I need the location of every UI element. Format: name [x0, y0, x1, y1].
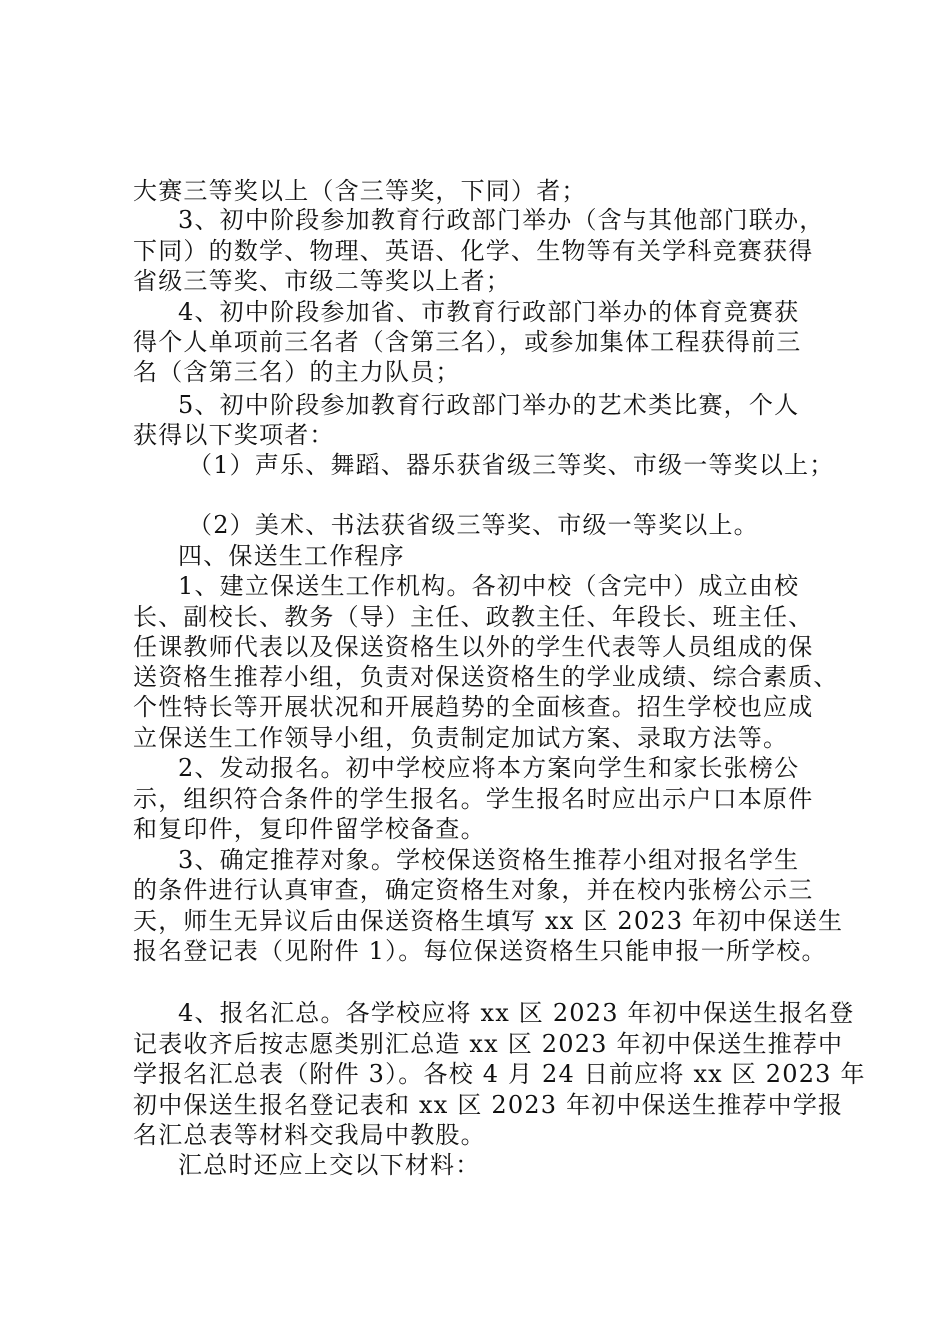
text-line: 送资格生推荐小组，负责对保送资格生的学业成绩、综合素质、 — [133, 663, 839, 691]
text-line: 初中保送生报名登记表和 xx 区 2023 年初中保送生推荐中学报 — [133, 1091, 844, 1119]
text-line: 长、副校长、教务（导）主任、政教主任、年段长、班主任、 — [133, 603, 814, 631]
section-heading: 四、保送生工作程序 — [178, 542, 405, 570]
text-line: 5、初中阶段参加教育行政部门举办的艺术类比赛，个人 — [178, 391, 800, 419]
text-line: 天，师生无异议后由保送资格生填写 xx 区 2023 年初中保送生 — [133, 907, 844, 935]
text-line: 和复印件，复印件留学校备查。 — [133, 815, 486, 843]
text-line: 2、发动报名。初中学校应将本方案向学生和家长张榜公 — [178, 754, 800, 782]
text-line: 的条件进行认真审查，确定资格生对象，并在校内张榜公示三 — [133, 876, 814, 904]
text-line: 大赛三等奖以上（含三等奖，下同）者； — [133, 177, 587, 205]
text-line: 记表收齐后按志愿类别汇总造 xx 区 2023 年初中保送生推荐中 — [133, 1030, 844, 1058]
text-line: 任课教师代表以及保送资格生以外的学生代表等人员组成的保 — [133, 633, 814, 661]
text-line: 报名登记表（见附件 1）。每位保送资格生只能申报一所学校。 — [133, 937, 827, 965]
text-line: 名汇总表等材料交我局中教股。 — [133, 1121, 486, 1149]
text-line: 得个人单项前三名者（含第三名），或参加集体工程获得前三 — [133, 328, 802, 356]
text-line: 下同）的数学、物理、英语、化学、生物等有关学科竞赛获得 — [133, 237, 814, 265]
text-line: 名（含第三名）的主力队员； — [133, 358, 461, 386]
text-line: 4、初中阶段参加省、市教育行政部门举办的体育竞赛获 — [178, 298, 800, 326]
text-line: （2）美术、书法获省级三等奖、市级一等奖以上。 — [188, 511, 759, 539]
text-line: 立保送生工作领导小组，负责制定加试方案、录取方法等。 — [133, 724, 789, 752]
text-line: 获得以下奖项者： — [133, 421, 335, 449]
text-line: 省级三等奖、市级二等奖以上者； — [133, 267, 511, 295]
text-line: （1）声乐、舞蹈、器乐获省级三等奖、市级一等奖以上； — [188, 451, 835, 479]
text-line: 个性特长等开展状况和开展趋势的全面核查。招生学校也应成 — [133, 693, 814, 721]
text-line: 汇总时还应上交以下材料： — [178, 1151, 481, 1179]
text-line: 1、建立保送生工作机构。各初中校（含完中）成立由校 — [178, 572, 800, 600]
text-line: 3、确定推荐对象。学校保送资格生推荐小组对报名学生 — [178, 846, 800, 874]
text-line: 4、报名汇总。各学校应将 xx 区 2023 年初中保送生报名登 — [178, 999, 855, 1027]
text-line: 示，组织符合条件的学生报名。学生报名时应出示户口本原件 — [133, 785, 814, 813]
text-line: 3、初中阶段参加教育行政部门举办（含与其他部门联办， — [178, 206, 825, 234]
text-line: 学报名汇总表（附件 3）。各校 4 月 24 日前应将 xx 区 2023 年 — [133, 1060, 866, 1088]
